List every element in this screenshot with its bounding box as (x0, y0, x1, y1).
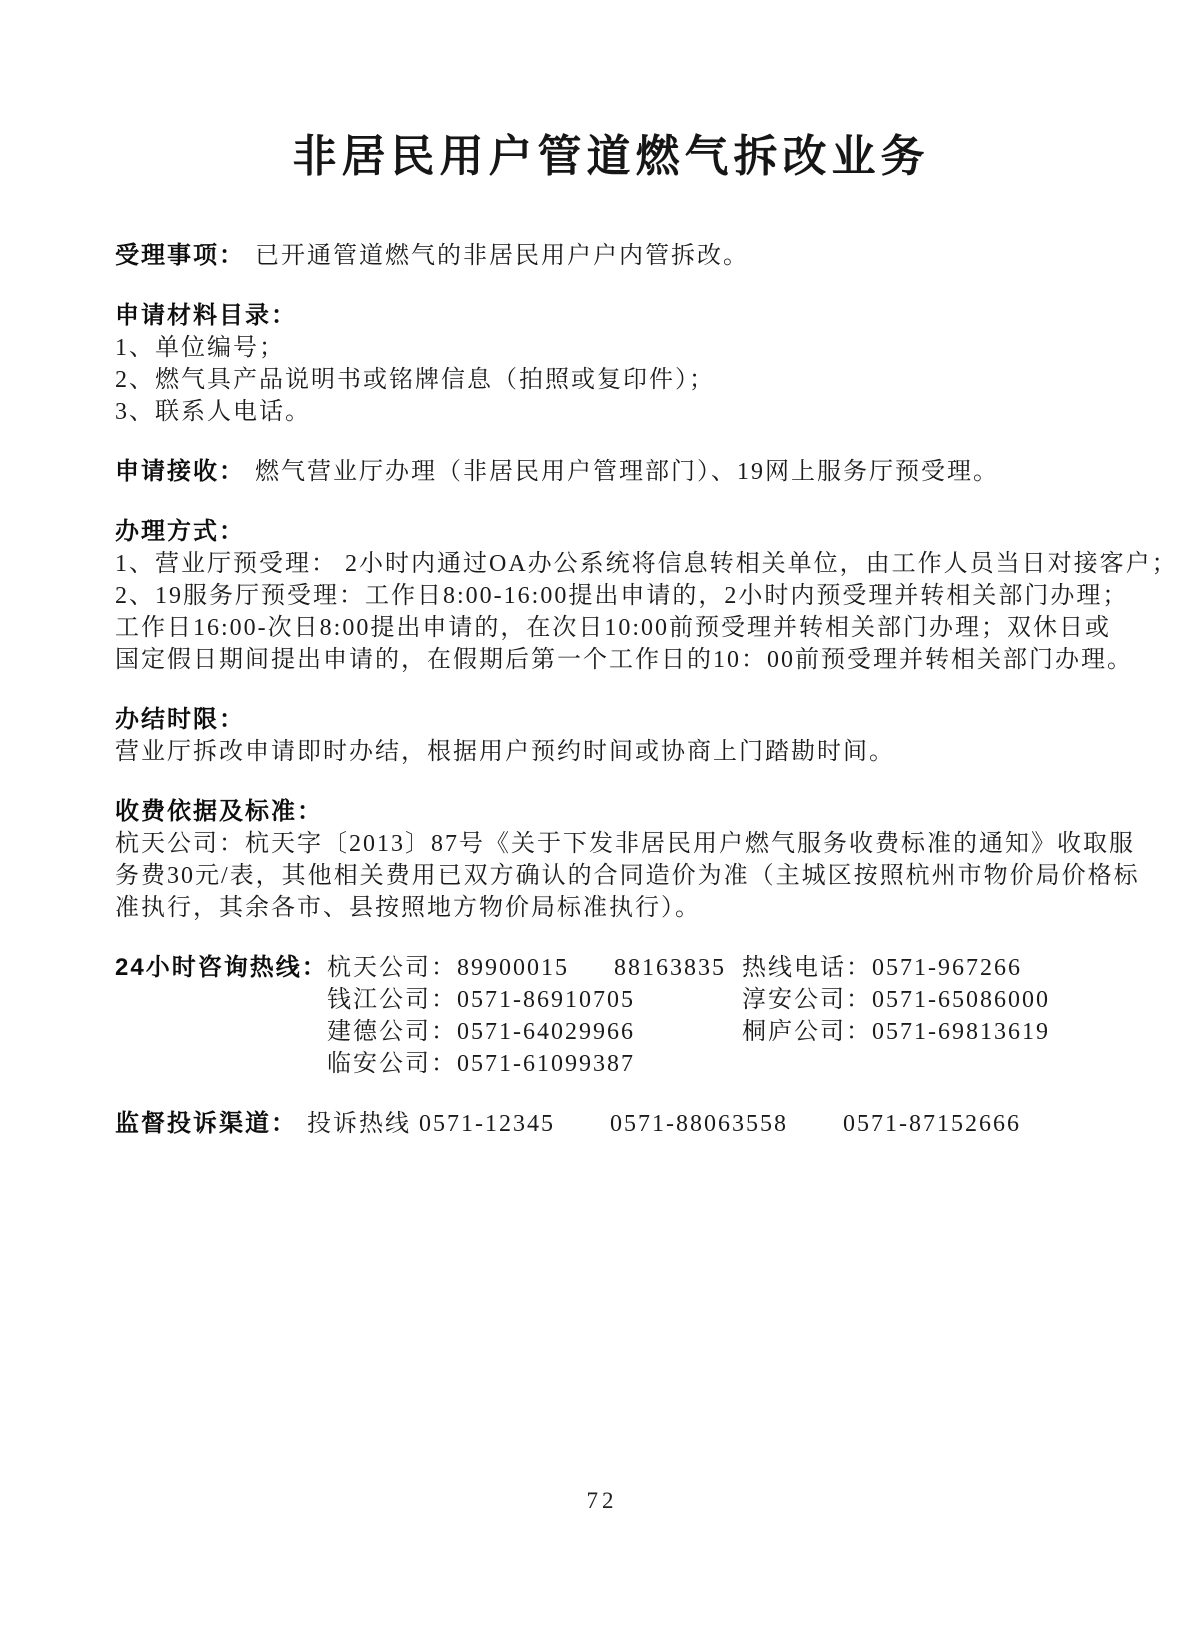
phone-number: 0571-64029966 (457, 1019, 635, 1045)
fee-standard-line-2: 务费30元/表，其他相关费用已双方确认的合同造价为准（主城区按照杭州市物价局价格标 (115, 863, 1140, 889)
processing-method-line-2: 2、19服务厅预受理：工作日8:00-16:00提出申请的，2小时内预受理并转相关部门办理； (115, 583, 1129, 609)
phone-number: 0571-87152666 (843, 1111, 1021, 1137)
section-fee-standard (115, 796, 1140, 924)
section-acceptance (115, 240, 1107, 272)
phone-number: 89900015 (457, 955, 569, 981)
hotline-row-3-left (327, 1016, 742, 1048)
completion-time-text: 营业厅拆改申请即时办结，根据用户预约时间或协商上门踏勘时间。 (115, 739, 895, 765)
fee-standard-line-1: 杭天公司：杭天字〔2013〕87号《关于下发非居民用户燃气服务收费标准的通知》收取服 (115, 831, 1135, 857)
phone-number: 0571-12345 (419, 1111, 555, 1137)
hotline-row-2-left (327, 984, 742, 1016)
page-number: 72 (586, 1488, 618, 1513)
acceptance-text: 已开通管道燃气的非居民用户户内管拆改。 (255, 243, 749, 269)
complaint-prefix: 投诉热线 (307, 1111, 411, 1137)
application-receive-label: 申请接收： (115, 458, 245, 485)
application-receive-text: 燃气营业厅办理（非居民用户管理部门）、19网上服务厅预受理。 (255, 459, 999, 485)
section-completion-time (115, 704, 1107, 768)
company-name: 钱江公司： (327, 987, 457, 1013)
company-name: 热线电话： (742, 955, 872, 981)
section-materials (115, 300, 1107, 428)
hotline-row-1 (115, 952, 1107, 984)
hotline-row-3-right (742, 1016, 1050, 1048)
hotline-row-3 (115, 1016, 1107, 1048)
phone-number: 0571-69813619 (872, 1019, 1050, 1045)
hotline-row-1-right (742, 952, 1022, 984)
processing-method-line-4: 国定假日期间提出申请的，在假期后第一个工作日的10：00前预受理并转相关部门办理。 (115, 647, 1133, 673)
fee-standard-line-3: 准执行，其余各市、县按照地方物价局标准执行）。 (115, 895, 701, 921)
materials-item-1: 1、单位编号； (115, 335, 285, 361)
document-content (115, 0, 1178, 1140)
acceptance-label: 受理事项： (115, 242, 245, 269)
section-application-receive (115, 456, 1107, 488)
materials-heading: 申请材料目录： (115, 302, 297, 329)
hotline-row-4 (115, 1048, 1107, 1080)
processing-method-heading: 办理方式： (115, 518, 245, 545)
materials-item-3: 3、联系人电话。 (115, 399, 311, 425)
hotline-row-2 (115, 984, 1107, 1016)
company-name: 建德公司： (327, 1019, 457, 1045)
phone-number: 0571-88063558 (610, 1111, 788, 1137)
processing-method-line-1: 1、营业厅预受理： 2小时内通过OA办公系统将信息转相关单位，由工作人员当日对接客户； (115, 551, 1178, 577)
company-name: 杭天公司： (327, 955, 457, 981)
materials-item-2: 2、燃气具产品说明书或铭牌信息（拍照或复印件）； (115, 367, 715, 393)
company-name: 临安公司： (327, 1051, 457, 1077)
phone-number: 88163835 (614, 955, 726, 981)
phone-number: 0571-61099387 (457, 1051, 635, 1077)
phone-number: 0571-86910705 (457, 987, 635, 1013)
hotline-label: 24小时咨询热线： (115, 954, 328, 981)
page-title: 非居民用户管道燃气拆改业务 (292, 132, 930, 181)
section-processing-method (115, 516, 1178, 676)
phone-number: 0571-967266 (872, 955, 1022, 981)
phone-number: 0571-65086000 (872, 987, 1050, 1013)
company-name: 桐庐公司： (742, 1019, 872, 1045)
hotline-label-spacer (115, 1016, 327, 1048)
company-name: 淳安公司： (742, 987, 872, 1013)
processing-method-line-3: 工作日16:00-次日8:00提出申请的，在次日10:00前预受理并转相关部门办理；双休日或 (115, 615, 1111, 641)
hotline-label-spacer (115, 1048, 327, 1080)
section-complaint (115, 1108, 1107, 1140)
hotline-row-1-left (327, 952, 742, 984)
completion-time-heading: 办结时限： (115, 706, 245, 733)
complaint-label: 监督投诉渠道： (115, 1110, 297, 1137)
section-hotline (115, 952, 1107, 1080)
hotline-label-spacer (115, 984, 327, 1016)
hotline-row-4-left (327, 1048, 742, 1080)
fee-standard-heading: 收费依据及标准： (115, 798, 323, 825)
hotline-row-2-right (742, 984, 1050, 1016)
